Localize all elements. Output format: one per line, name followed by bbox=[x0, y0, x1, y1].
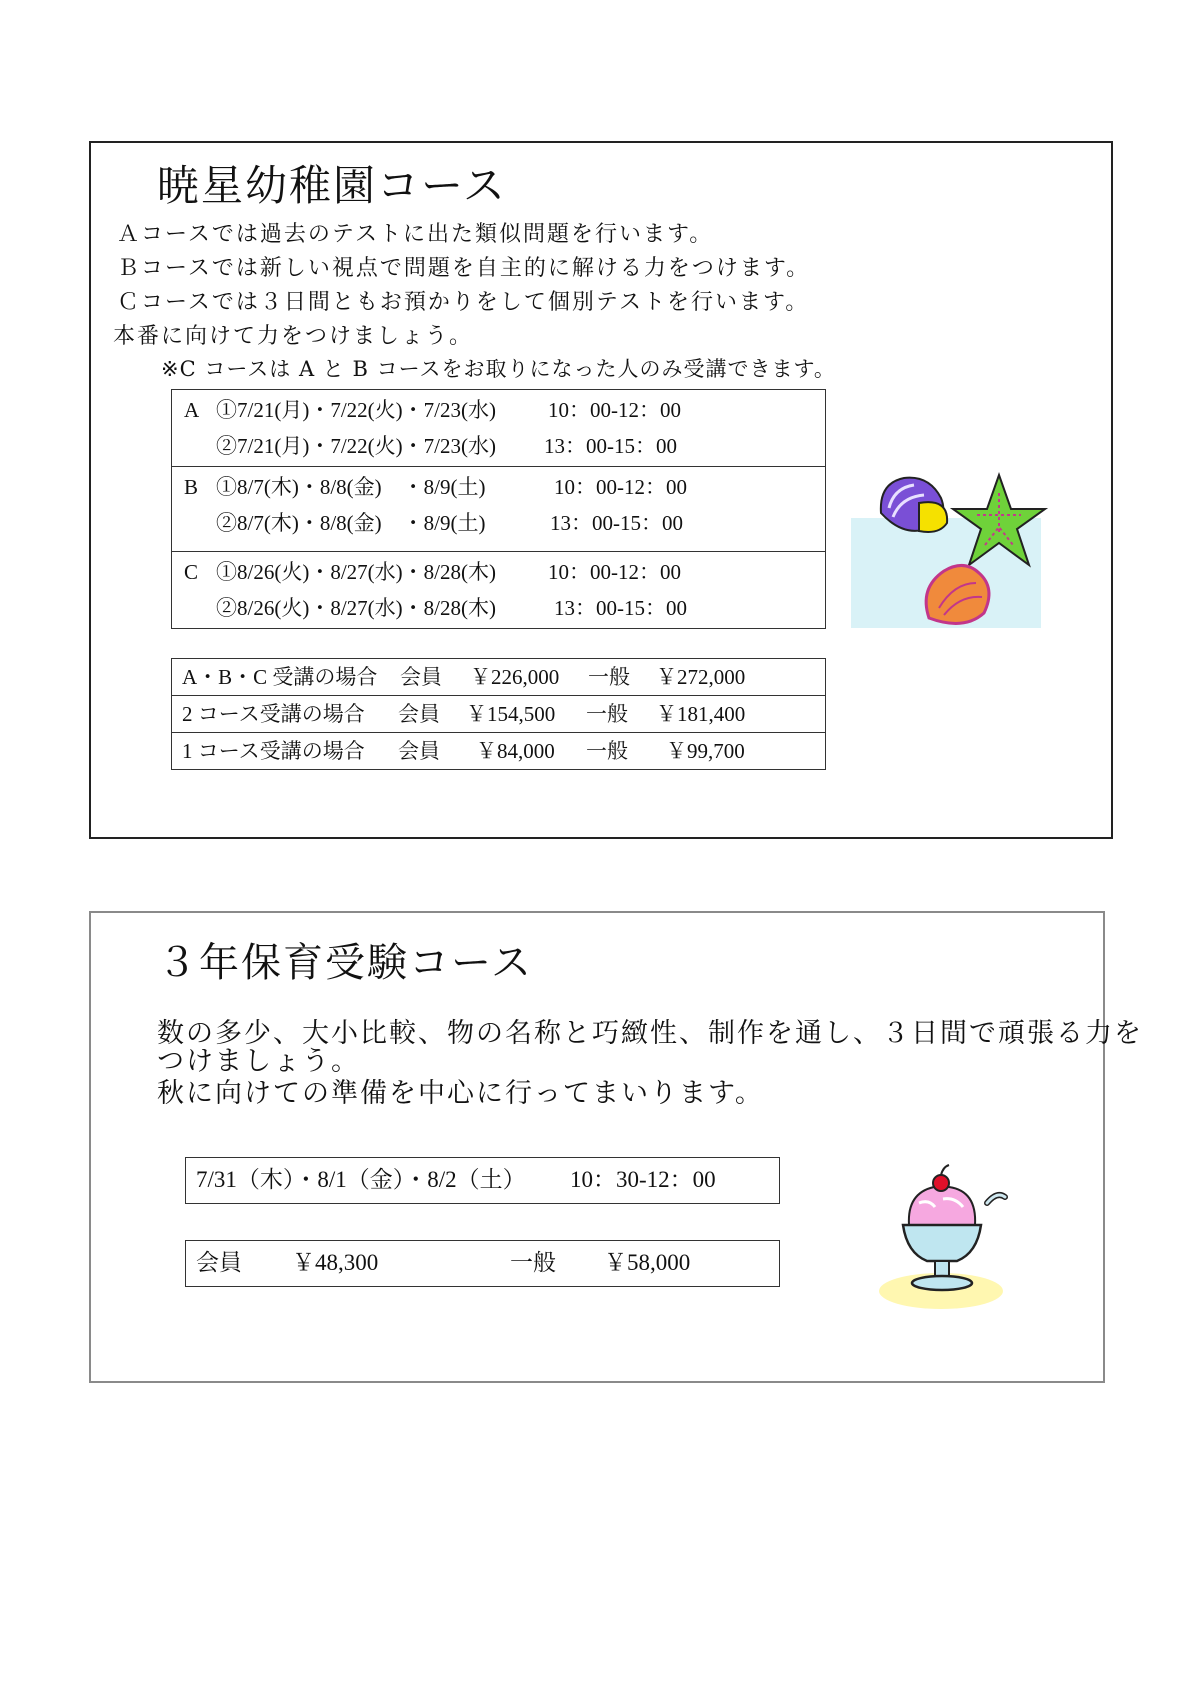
nursery-dates: 7/31（木）・8/1（金）・8/2（土） bbox=[196, 1167, 526, 1192]
member-label: 会員 bbox=[398, 702, 440, 726]
nursery-schedule-box bbox=[185, 1157, 780, 1204]
kindergarten-schedule-table bbox=[171, 389, 826, 629]
general-price: ￥58,000 bbox=[604, 1250, 691, 1275]
general-label: 一般 bbox=[510, 1250, 556, 1275]
schedule-row bbox=[172, 392, 825, 428]
general-label: 一般 bbox=[586, 702, 628, 726]
session-dates: ①7/21(月)・7/22(火)・7/23(水) bbox=[216, 398, 496, 422]
session-dates: ②8/7(木)・8/8(金) ・8/9(土) bbox=[216, 511, 486, 535]
general-label: 一般 bbox=[586, 739, 628, 763]
nursery-description-line-3: 秋に向けての準備を中心に行ってまいります。 bbox=[157, 1078, 764, 1109]
member-price: ￥48,300 bbox=[292, 1250, 379, 1275]
nursery-title: ３年保育受験コース bbox=[157, 940, 533, 986]
shaved-ice-icon bbox=[879, 1163, 1019, 1313]
schedule-group-c bbox=[172, 552, 825, 628]
course-a-description: Ａコースでは過去のテストに出た類似問題を行います。 bbox=[117, 222, 714, 247]
session-time: 13：00-15：00 bbox=[544, 434, 677, 458]
member-price: ￥226,000 bbox=[470, 665, 560, 689]
price-case: A・B・C 受講の場合 bbox=[182, 665, 378, 689]
session-time: 10：00-12：00 bbox=[554, 475, 687, 499]
course-c-note: ※C コースは A と B コースをお取りになった人のみ受講できます。 bbox=[161, 357, 836, 381]
schedule-row bbox=[172, 590, 825, 626]
schedule-group-b bbox=[172, 467, 825, 552]
member-price: ￥154,500 bbox=[466, 702, 556, 726]
schedule-row bbox=[172, 505, 825, 541]
general-label: 一般 bbox=[588, 665, 630, 689]
member-label: 会員 bbox=[398, 739, 440, 763]
kindergarten-price-table bbox=[171, 658, 826, 770]
encouragement-line: 本番に向けて力をつけましょう。 bbox=[113, 324, 474, 349]
general-price: ￥99,700 bbox=[666, 739, 745, 763]
price-row bbox=[172, 696, 825, 733]
nursery-description-line-1: 数の多少、大小比較、物の名称と巧緻性、制作を通し、３日間で頑張る力を bbox=[157, 1018, 1143, 1049]
session-dates: ①8/26(火)・8/27(水)・8/28(木) bbox=[216, 560, 496, 584]
general-price: ￥272,000 bbox=[656, 665, 746, 689]
session-time: 13：00-15：00 bbox=[550, 511, 683, 535]
schedule-group-a bbox=[172, 390, 825, 467]
course-label: A bbox=[184, 398, 200, 422]
session-dates: ②8/26(火)・8/27(水)・8/28(木) bbox=[216, 596, 496, 620]
session-time: 10：00-12：00 bbox=[548, 398, 681, 422]
kindergarten-course-box bbox=[89, 141, 1113, 839]
kindergarten-title: 暁星幼稚園コース bbox=[157, 161, 507, 210]
course-b-description: Ｂコースでは新しい視点で問題を自主的に解ける力をつけます。 bbox=[117, 256, 811, 281]
price-case: 1 コース受講の場合 bbox=[182, 739, 365, 763]
member-label: 会員 bbox=[400, 665, 442, 689]
course-c-description: Ｃコースでは３日間ともお預かりをして個別テストを行います。 bbox=[117, 290, 810, 315]
session-dates: ①8/7(木)・8/8(金) ・8/9(土) bbox=[216, 475, 486, 499]
session-dates: ②7/21(月)・7/22(火)・7/23(水) bbox=[216, 434, 496, 458]
price-row bbox=[172, 733, 825, 769]
general-price: ￥181,400 bbox=[656, 702, 746, 726]
session-time: 13：00-15：00 bbox=[554, 596, 687, 620]
schedule-row bbox=[172, 469, 825, 505]
nursery-description-line-2: つけましょう。 bbox=[157, 1046, 360, 1077]
price-row bbox=[172, 659, 825, 696]
nursery-course-box bbox=[89, 911, 1143, 1383]
schedule-row bbox=[172, 554, 825, 590]
session-time: 10：00-12：00 bbox=[548, 560, 681, 584]
member-label: 会員 bbox=[196, 1250, 242, 1275]
price-case: 2 コース受講の場合 bbox=[182, 702, 365, 726]
nursery-time: 10：30-12：00 bbox=[570, 1167, 716, 1192]
schedule-row bbox=[172, 428, 825, 464]
course-label: C bbox=[184, 560, 199, 584]
seashell-starfish-icon bbox=[849, 463, 1049, 633]
member-price: ￥84,000 bbox=[476, 739, 555, 763]
nursery-price-box bbox=[185, 1240, 780, 1287]
course-label: B bbox=[184, 475, 199, 499]
